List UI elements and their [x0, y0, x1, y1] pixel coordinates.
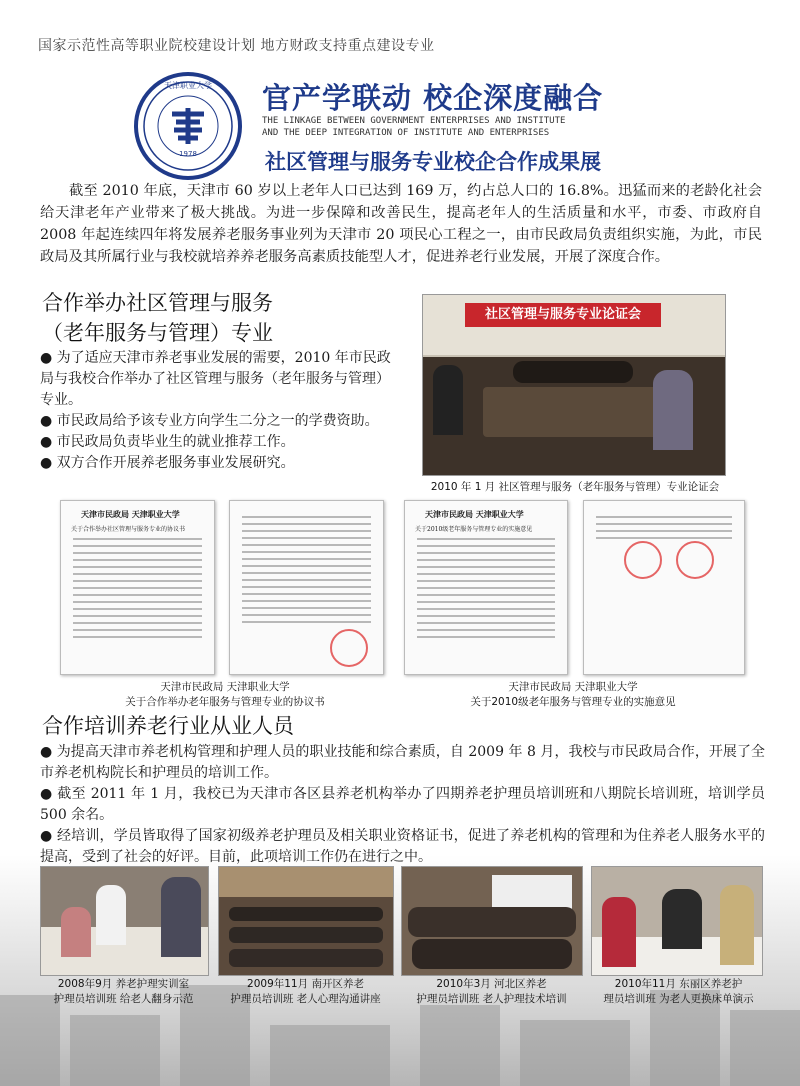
page-title: 官产学联动 校企深度融合	[262, 81, 604, 115]
document-caption	[448, 679, 698, 709]
document-title: 关于2010级老年服务与管理专业的实施意见	[415, 526, 533, 533]
red-stamp	[330, 629, 368, 667]
document-scan	[229, 500, 384, 675]
training-caption-line1: 2009年11月 南开区养老	[247, 978, 364, 990]
training-caption-line1: 2010年3月 河北区养老	[436, 978, 547, 990]
section1-title	[42, 288, 273, 348]
intro-paragraph: 截至 2010 年底，天津市 60 岁以上老年人口已达到 169 万，约占总人口的 16.8%。迅猛而来的老龄化社会给天津老年产业带来了极大挑战。为进一步保障和改善民生，提高老年人的生活质量和水平，市委、市政府自 2008 年起连续四年将发展养老服务事业列为天津市 20 项民心工程之一，由市民政局负责组织实施，为此，市民政局及其所属行业与我校就培养养老服务高素质技能型人才，促进养老行业发展，开展了深度合作。	[40, 183, 762, 265]
english-title-line-1: THE LINKAGE BETWEEN GOVERNMENT ENTERPRISES AND INSTITUTE	[262, 116, 566, 126]
document-header: 天津市民政局 天津职业大学	[425, 509, 524, 519]
meeting-banner: 社区管理与服务专业论证会	[465, 303, 661, 327]
training-caption-line2: 护理员培训班 老人心理沟通讲座	[230, 993, 381, 1005]
training-photo-caption	[30, 976, 217, 1006]
document-caption	[100, 679, 350, 709]
document-caption-line1: 天津市民政局 天津职业大学	[160, 681, 290, 693]
section2-bullet: ● 经培训，学员皆取得了国家初级养老护理员及相关职业资格证书，促进了养老机构的管理和为住养老人服务水平的提高，受到了社会的好评。目前，此项培训工作仍在进行之中。	[40, 828, 765, 865]
document-title: 关于合作举办社区管理与服务专业的协议书	[71, 526, 186, 533]
training-photo-caption	[212, 976, 399, 1006]
section1-bullet: ● 为了适应天津市养老事业发展的需要，2010 年市民政局与我校合作举办了社区管理与服务（老年服务与管理）专业。	[40, 350, 391, 408]
training-photo	[218, 866, 394, 976]
section2-bullet: ● 为提高天津市养老机构管理和护理人员的职业技能和综合素质，自 2009 年 8 月，我校与市民政局合作，开展了全市养老机构院长和护理员的培训工作。	[40, 744, 765, 781]
section2-bullet: ● 截至 2011 年 1 月，我校已为天津市各区县养老机构举办了四期养老护理员培训班和八期院长培训班，培训学员 500 余名。	[40, 786, 765, 823]
section1-bullet: ● 双方合作开展养老服务事业发展研究。	[40, 455, 295, 471]
document-caption-line2: 关于2010级老年服务与管理专业的实施意见	[470, 696, 676, 708]
document-header: 天津市民政局 天津职业大学	[81, 509, 180, 519]
english-title-line-2: AND THE DEEP INTEGRATION OF INSTITUTE AND ENTERPRISES	[262, 128, 550, 138]
red-stamp	[676, 541, 714, 579]
document-scan	[60, 500, 215, 675]
document-caption-line2: 关于合作举办老年服务与管理专业的协议书	[125, 696, 325, 708]
training-caption-line2: 理员培训班 为老人更换床单演示	[603, 993, 754, 1005]
training-photo	[401, 866, 583, 976]
training-photo	[40, 866, 209, 976]
document-scan	[404, 500, 568, 675]
page-subtitle: 社区管理与服务专业校企合作成果展	[265, 150, 601, 174]
red-stamp	[624, 541, 662, 579]
meeting-photo	[422, 294, 726, 476]
section1-bullet: ● 市民政局负责毕业生的就业推荐工作。	[40, 434, 295, 450]
university-seal-icon	[138, 76, 238, 176]
section2-bullets	[40, 742, 765, 868]
meeting-photo-caption: 2010 年 1 月 社区管理与服务（老年服务与管理）专业论证会	[430, 481, 720, 493]
training-photo-caption	[585, 976, 772, 1006]
section1-title-line2: （老年服务与管理）专业	[42, 321, 273, 345]
training-caption-line1: 2010年11月 东丽区养老护	[614, 978, 743, 990]
training-photo-caption	[398, 976, 585, 1006]
english-title	[262, 115, 682, 139]
section1-bullets	[40, 348, 402, 474]
section1-bullet: ● 市民政局给予该专业方向学生二分之一的学费资助。	[40, 413, 379, 429]
document-scan	[583, 500, 745, 675]
section2-title: 合作培训养老行业从业人员	[42, 714, 294, 738]
training-caption-line2: 护理员培训班 给老人翻身示范	[53, 993, 194, 1005]
training-caption-line1: 2008年9月 养老护理实训室	[57, 978, 190, 990]
training-caption-line2: 护理员培训班 老人护理技术培训	[416, 993, 567, 1005]
document-caption-line1: 天津市民政局 天津职业大学	[508, 681, 638, 693]
section1-title-line1: 合作举办社区管理与服务	[42, 291, 273, 315]
logo-year: 1978	[179, 150, 197, 158]
training-photo	[591, 866, 763, 976]
logo-text: 天津职业大学	[164, 81, 212, 90]
top-caption: 国家示范性高等职业院校建设计划 地方财政支持重点建设专业	[38, 38, 435, 54]
university-logo	[134, 72, 242, 180]
